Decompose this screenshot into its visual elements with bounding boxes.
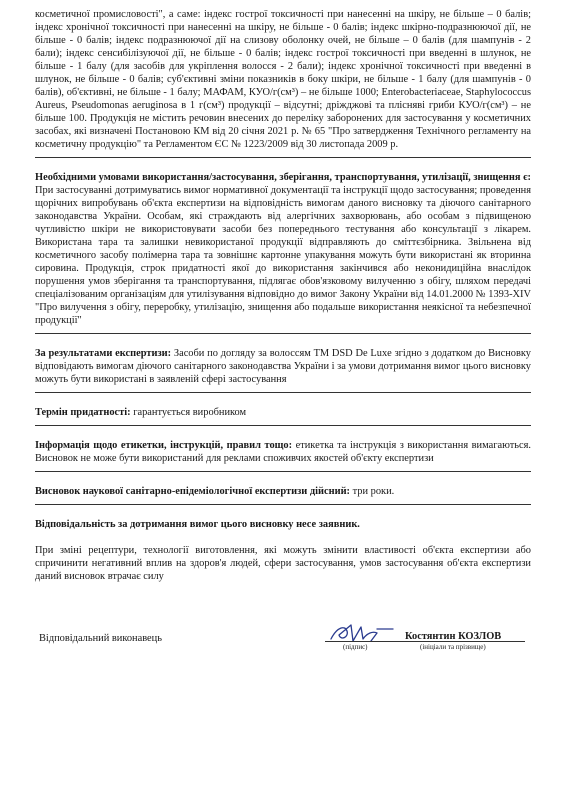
responsibility-text: Відповідальність за дотримання вимог цього висновку несе заявник. xyxy=(35,519,360,530)
results-body: Засоби по догляду за волоссям ТМ DSD De Luxe згідно з додатком до Висновку відповідають вимогам діючого санітарного законодавства України і за умови дотримання вимог цього висновку можуть бути використані в заявленій сфері застосування xyxy=(35,348,531,385)
validity-body: три роки. xyxy=(350,486,395,497)
section-divider xyxy=(35,471,531,472)
signature-line xyxy=(325,641,415,642)
section-divider xyxy=(35,504,531,505)
labeling-heading: Інформація щодо етикетки, інструкцій, правил тощо: xyxy=(35,440,293,451)
responsibility-section xyxy=(35,518,531,531)
name-caption: (ініціали та прізвище) xyxy=(420,643,486,651)
responsible-executor-label: Відповідальний виконавець xyxy=(39,633,162,644)
section-divider xyxy=(35,425,531,426)
signer-name: Костянтин КОЗЛОВ xyxy=(405,631,502,642)
signature-caption: (підпис) xyxy=(343,643,368,651)
validity-heading: Висновок наукової санітарно-епідеміологічної експертизи дійсний: xyxy=(35,486,351,497)
name-line xyxy=(407,641,525,642)
labeling-body: етикетка та інструкція з використання вимагаються. Висновок не може бути використаний для реклами споживчих якостей об'єкту експертизи xyxy=(35,440,531,464)
requirements-paragraph: косметичної промисловості", а саме: індекс гострої токсичності при нанесенні на шкіру, не більше – 0 балів; індекс хронічної токсичності при нанесенні на шкіру, не більше - 0 балів; індекс шкірно-подразнюючої дії, не більше - 0 балів; індекс подразнюючої дії на слизову оболонку очей, не більше – 0 балів (для шампунів - 2 бали); індекс сенсибілізуючої дії, не більше - 0 балів; індекс гострої токсичності при введенні в шлунок, не більше - 1 балу (для засобів для укріплення волосся - 2 бали); індекс хронічної токсичності при введенні в шлунок, не більше - 0 балів; суб'єктивні зміни показників в боку шкіри, не більше - 1 балу (для шампунів - 0 балів), об'єктивні, не більше - 1 балу; МАФАМ, КУО/г(см³) – не більше 1000; Enterobacteriaceae, Staphylococcus Aureus, Pseudomonas aeruginosa в 1 г(см³) продукції – відсутні; дріжджові та плісняві гриби КУО/г(см³) – не більше 100. Продукція не містить речовин внесених до переліку заборонених для застосування у косметичних засобах, які визначені Постановою КМ від 20 січня 2021 р. № 65 "Про затвердження Технічного регламенту на косметичну продукцію" та Регламентом ЄС № 1223/2009 від 30 листопада 2009 р. xyxy=(35,9,531,150)
conditions-heading: Необхідними умовами використання/застосування, зберігання, транспортування, утилізації, знищення є: xyxy=(35,172,532,183)
results-section xyxy=(35,347,531,386)
document-page xyxy=(35,8,531,583)
shelf-life-body: гарантується виробником xyxy=(130,407,247,418)
section-divider xyxy=(35,157,531,158)
section-divider xyxy=(35,333,531,334)
validity-section xyxy=(35,485,531,498)
labeling-section xyxy=(35,439,531,465)
shelf-life-heading: Термін придатності: xyxy=(35,407,131,418)
recipe-change-paragraph: При зміні рецептури, технології виготовлення, які можуть змінити властивості об'єкта експертизи або спричинити негативний вплив на здоров'я людей, сфери застосування, умов застосування об'єкта експертизи даний висновок втрачає силу xyxy=(35,545,531,582)
conditions-section xyxy=(35,171,531,327)
results-heading: За результатами експертизи: xyxy=(35,348,172,359)
signature-block xyxy=(35,627,531,663)
conditions-body: При застосуванні дотримуватись вимог нормативної документації та інструкції щодо застосування; проведення щорічних випробувань об'єкта експертизи на відповідність вимогам даного висновку та діючого санітарного законодавства України. Особам, які страждають від алергічних захворювань, або особам з підвищеною чутливістю шкіри не використовувати засоби без попереднього тестування або консультації з лікарем. Використана тара та залишки невикористаної продукції відправляють до сміттєзбірника. Звільнена від косметичного засобу полімерна тара та зовнішнє картонне упакування можуть бути використані як вторинна сировина. Продукція, строк придатності якої до використання закінчився або неконидиційна внаслідок порушення умов зберігання та транспортування, підлягає обов'язковому вилученню з обігу, шляхом передачі спеціалізованим організаціям для утилізування відповідно до вимог Закону України від 14.01.2000 № 1393-XIV "Про вилучення з обігу, переробку, утилізацію, знищення або подальше використання неякісної та небезпечної продукції" xyxy=(35,185,531,326)
section-divider xyxy=(35,392,531,393)
shelf-life-section xyxy=(35,406,531,419)
